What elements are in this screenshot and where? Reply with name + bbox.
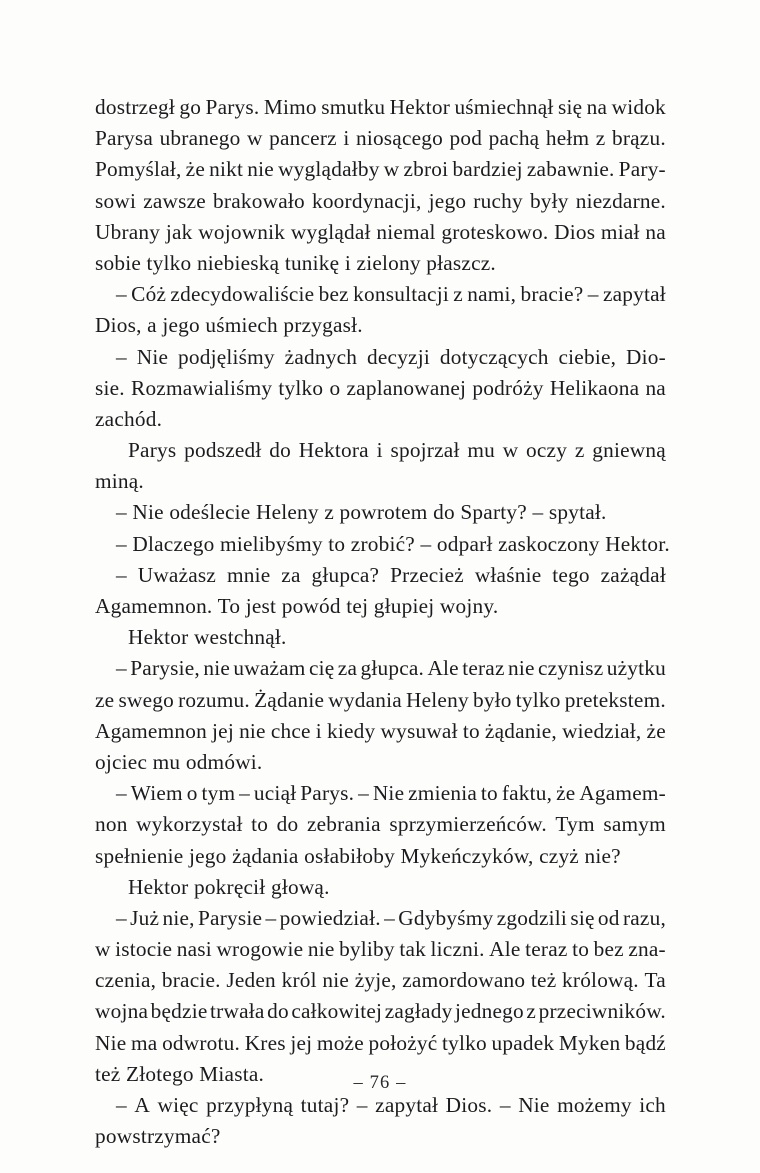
text-line: sie. Rozmawialiśmy tylko o zaplanowanej podróży Helikaona na (95, 375, 666, 400)
text-line: – Parysie, nie uważam cię za głupca. Ale teraz nie czynisz użytku (116, 656, 666, 681)
text-line: – Wiem o tym – uciął Parys. – Nie zmienia to faktu, że Agamem- (116, 781, 666, 806)
paragraph (95, 279, 666, 341)
text-line: Dios, a jego uśmiech przygasł. (95, 313, 363, 338)
text-line: dostrzegł go Parys. Mimo smutku Hektor uśmiechnął się na widok (95, 95, 666, 119)
paragraph (95, 872, 666, 903)
paragraph (95, 903, 666, 1090)
text-line: powstrzymać? (95, 1124, 221, 1149)
text-line: miną. (95, 469, 144, 494)
paragraph (95, 778, 666, 872)
paragraph (95, 653, 666, 778)
page-number: – 76 – (353, 1073, 407, 1093)
text-line: Nie ma odwrotu. Kres jej może położyć tylko upadek Myken bądź (95, 1030, 666, 1055)
text-line: Pomyślał, że nikt nie wyglądałby w zbroi bardziej zabawnie. Pary- (95, 157, 666, 182)
paragraph (95, 92, 666, 279)
paragraph (95, 622, 666, 653)
text-line: Parysa ubranego w pancerz i niosącego pod pachą hełm z brązu. (95, 126, 666, 151)
text-line: – Uważasz mnie za głupca? Przecież właśnie tego zażądał (116, 562, 666, 587)
text-line: czenia, bracie. Jeden król nie żyje, zamordowano też królową. Ta (95, 968, 666, 993)
paragraph (95, 1090, 666, 1152)
paragraph (95, 560, 666, 622)
paragraph (95, 497, 666, 528)
text-line: sowi zawsze brakowało koordynacji, jego ruchy były niezdarne. (95, 188, 666, 213)
text-line: też Złotego Miasta. (95, 1061, 265, 1086)
paragraph (95, 529, 670, 560)
text-line: non wykorzystał to do zebrania sprzymierzeńców. Tym samym (95, 812, 666, 837)
text-line: – Już nie, Parysie – powiedział. – Gdybyśmy zgodzili się od razu, (116, 905, 666, 930)
text-line: Agamemnon. To jest powód tej głupiej wojny. (95, 594, 499, 618)
paragraph (95, 342, 666, 436)
text-line: – Dlaczego mielibyśmy to zrobić? – odparł zaskoczony Hektor. (116, 531, 670, 556)
text-line: – A więc przypłyną tutaj? – zapytał Dios. – Nie możemy ich (116, 1093, 666, 1117)
text-line: ze swego rozumu. Żądanie wydania Heleny było tylko pretekstem. (95, 687, 666, 712)
text-line: Hektor westchnął. (128, 625, 287, 650)
text-line: wojna będzie trwała do całkowitej zagłady jednego z przeciwników. (95, 999, 666, 1024)
paragraph (95, 435, 666, 497)
text-line: – Nie podjęliśmy żadnych decyzji dotyczących ciebie, Dio- (116, 344, 666, 369)
text-line: zachód. (95, 406, 163, 431)
text-line: ojciec mu odmówi. (95, 749, 263, 774)
text-line: – Cóż zdecydowaliście bez konsultacji z nami, bracie? – zapytał (116, 282, 666, 307)
page-text-column (95, 92, 670, 1152)
text-line: Hektor pokręcił głową. (128, 874, 330, 899)
text-line: sobie tylko niebieską tunikę i zielony płaszcz. (95, 250, 496, 275)
text-line: Agamemnon jej nie chce i kiedy wysuwał to żądanie, wiedział, że (95, 718, 666, 743)
text-line: w istocie nasi wrogowie nie byliby tak liczni. Ale teraz to bez zna- (95, 937, 666, 962)
text-line: spełnienie jego żądania osłabiłoby Mykeńczyków, czyż nie? (95, 843, 621, 868)
text-line: Parys podszedł do Hektora i spojrzał mu w oczy z gniewną (128, 438, 666, 463)
text-line: – Nie odeślecie Heleny z powrotem do Sparty? – spytał. (116, 500, 607, 525)
text-line: Ubrany jak wojownik wyglądał niemal groteskowo. Dios miał na (95, 219, 666, 244)
